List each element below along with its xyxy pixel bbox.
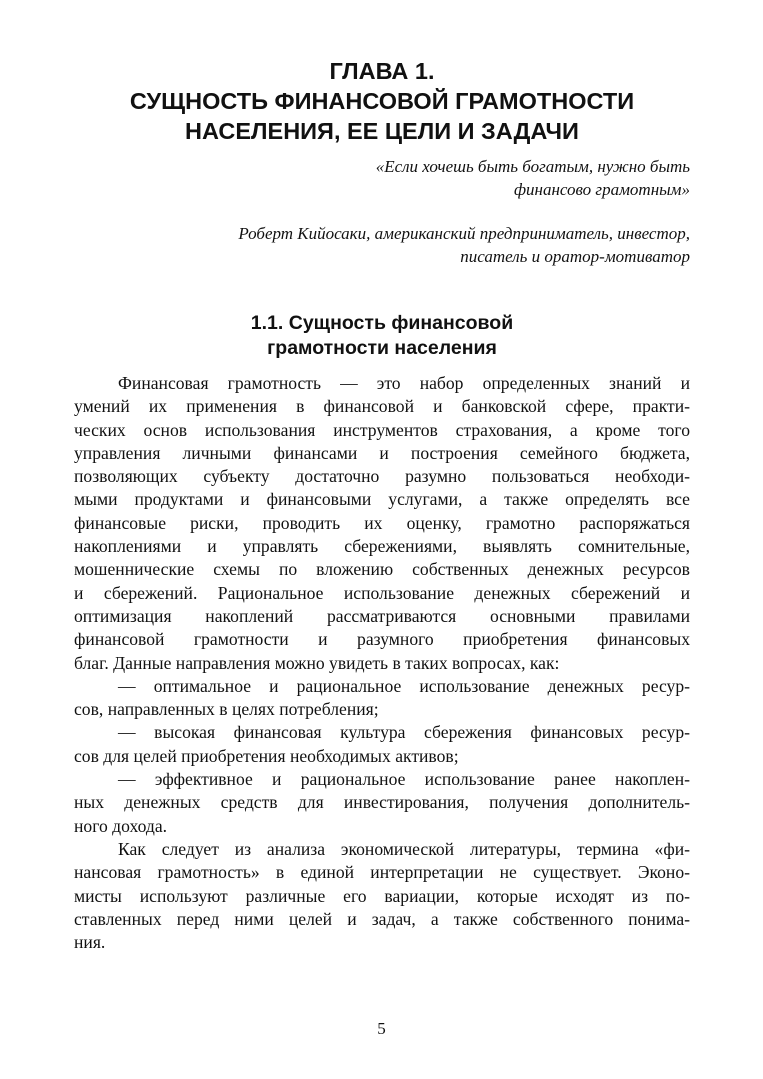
body-text: [74, 372, 690, 954]
text-line: ных денежных средств для инвестирования, получения дополнитель-: [74, 792, 690, 813]
epigraph-author: [74, 223, 690, 268]
epigraph-quote: [74, 156, 690, 201]
text-line: и сбережений. Рациональное использование денежных сбережений и: [74, 582, 690, 603]
text-line: — оптимальное и рациональное использование денежных ресур-: [118, 675, 690, 696]
text-line: ния.: [74, 932, 106, 953]
chapter-title: [74, 56, 690, 146]
text-line: сов для целей приобретения необходимых активов;: [74, 745, 459, 766]
chapter-title-line: СУЩНОСТЬ ФИНАНСОВОЙ ГРАМОТНОСТИ: [129, 88, 635, 114]
text-line: ного дохода.: [74, 815, 168, 836]
text-line: финансовой грамотности и разумного приобретения финансовых: [74, 629, 690, 650]
text-line: благ. Данные направления можно увидеть в таких вопросах, как:: [74, 652, 560, 673]
text-line: сов, направленных в целях потребления;: [74, 699, 379, 720]
text-line: — эффективное и рациональное использование ранее накоплен-: [118, 769, 690, 790]
text-line: ставленных перед ними целей и задач, а также собственного понима-: [74, 908, 690, 929]
text-line: — высокая финансовая культура сбережения финансовых ресур-: [118, 722, 690, 743]
text-line: нансовая грамотность» в единой интерпретации не существует. Эконо-: [74, 862, 690, 883]
page-content: [74, 56, 690, 954]
text-line: финансовые риски, проводить их оценку, грамотно распоряжаться: [74, 512, 690, 533]
paragraph-literature: [74, 838, 690, 954]
section-title-line: грамотности населения: [267, 337, 497, 359]
text-line: управления личными финансами и построения семейного бюджета,: [74, 442, 690, 463]
epigraph-author-line: писатель и оратор-мотиватор: [460, 246, 690, 266]
chapter-title-line: НАСЕЛЕНИЯ, ЕЕ ЦЕЛИ И ЗАДАЧИ: [185, 118, 579, 144]
epigraph: [74, 156, 690, 268]
list-item: [74, 675, 690, 722]
text-line: мыми продуктами и финансовыми услугами, а также определять все: [74, 489, 690, 510]
page-number: 5: [377, 1019, 386, 1038]
section-title-line: 1.1. Сущность финансовой: [250, 312, 514, 334]
section-title: [74, 311, 690, 361]
list-item: [74, 768, 690, 838]
text-line: ческих основ использования инструментов страхования, а кроме того: [74, 419, 690, 440]
text-line: оптимизация накоплений рассматриваются основными правилами: [74, 605, 690, 626]
chapter-title-line: ГЛАВА 1.: [329, 58, 435, 84]
text-line: умений их применения в финансовой и банковской сфере, практи-: [74, 396, 690, 417]
text-line: накоплениями и управлять сбережениями, выявлять сомнительные,: [74, 536, 690, 557]
text-line: мошеннические схемы по вложению собственных денежных ресурсов: [74, 559, 690, 580]
list-item: [74, 721, 690, 768]
paragraph-definition: [74, 372, 690, 675]
text-line: позволяющих субъекту достаточно разумно пользоваться необходи-: [74, 466, 690, 487]
epigraph-author-line: Роберт Кийосаки, американский предприниматель, инвестор,: [238, 224, 690, 243]
text-line: мисты используют различные его вариации, которые исходят из по-: [74, 885, 690, 906]
text-line: Финансовая грамотность — это набор определенных знаний и: [118, 373, 690, 393]
text-line: Как следует из анализа экономической литературы, термина «фи-: [118, 838, 690, 859]
epigraph-quote-line: финансово грамотным»: [513, 179, 690, 199]
epigraph-quote-line: «Если хочешь быть богатым, нужно быть: [375, 157, 690, 176]
